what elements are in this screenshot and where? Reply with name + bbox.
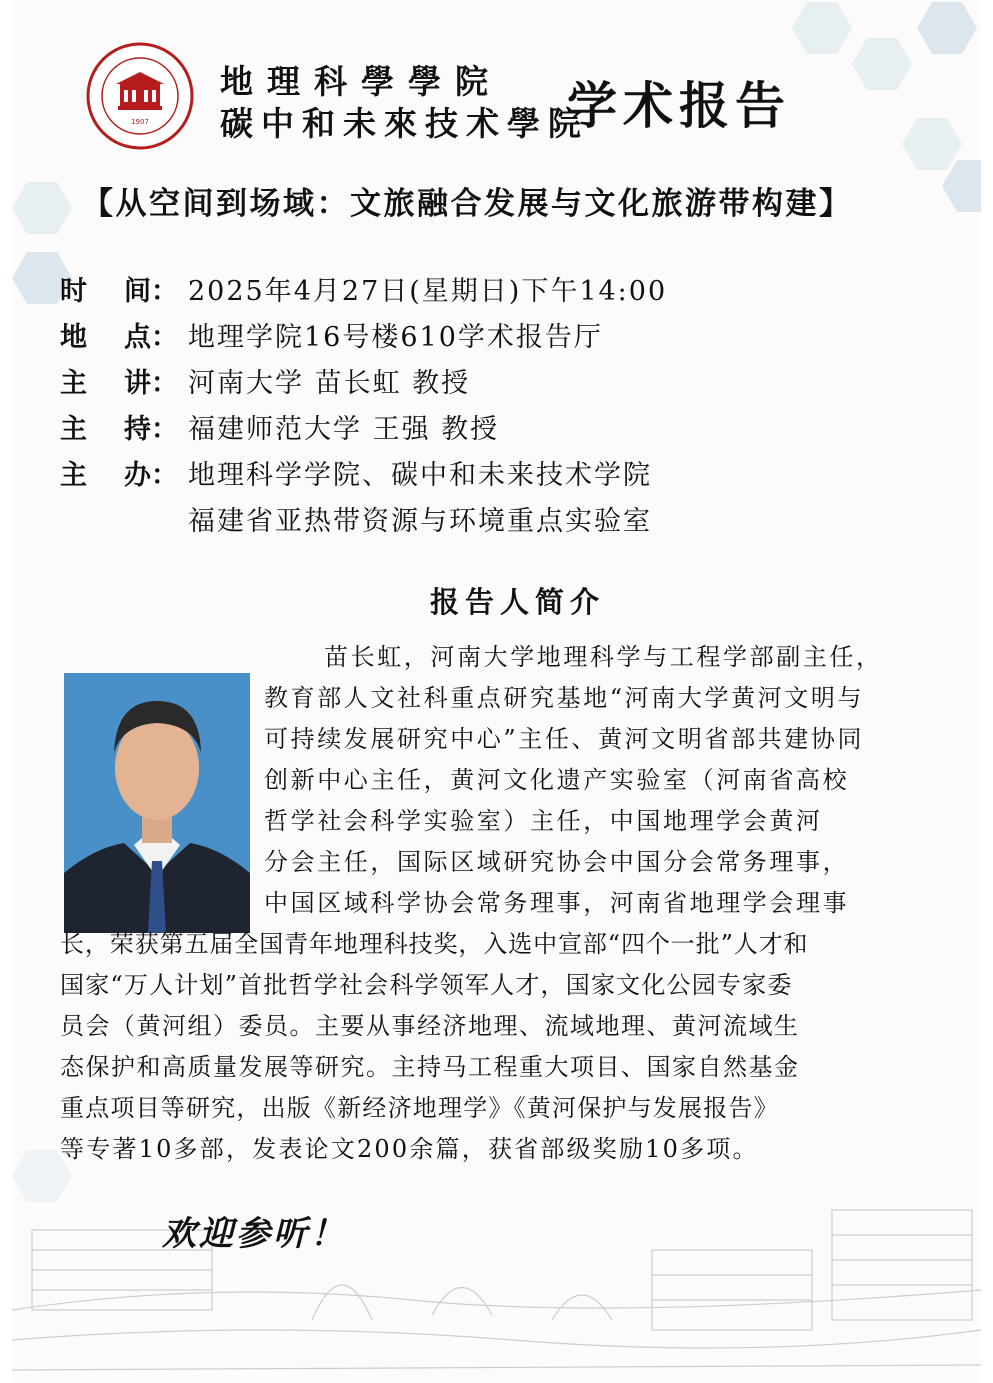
hexagon-decoration [902, 118, 962, 170]
institute-name-line2: 碳中和未來技术學院 [220, 104, 589, 143]
poster [12, 0, 981, 1383]
campus-sketch-illustration [12, 1190, 981, 1383]
bio-line: 可持续发展研究中心”主任、黄河文明省部共建协同 [264, 725, 865, 753]
bio-line: 态保护和高质量发展等研究。主持马工程重大项目、国家自然基金 [60, 1053, 800, 1081]
hexagon-decoration [12, 182, 72, 234]
bio-line: 分会主任，国际区域研究协会中国分会常务理事， [264, 848, 850, 876]
info-row-organizer-cont [60, 502, 652, 542]
info-value: 2025年4月27日(星期日)下午14:00 [188, 276, 668, 307]
section-title-speaker-bio: 报告人简介 [430, 585, 606, 619]
info-label: 时 间： [60, 276, 178, 307]
report-label: 学术报告 [567, 76, 791, 135]
bio-line: 中国区域科学协会常务理事，河南省地理学会理事 [264, 889, 850, 917]
institute-name-line1: 地理科學學院 [220, 62, 502, 101]
lecture-title: 【从空间到场域：文旅融合发展与文化旅游带构建】 [82, 186, 853, 222]
info-value: 福建师范大学 王强 教授 [188, 414, 500, 445]
bio-line: 国家“万人计划”首批哲学社会科学领军人才，国家文化公园专家委 [60, 971, 793, 999]
speaker-photo [64, 673, 250, 933]
info-label: 主 讲： [60, 368, 178, 399]
bio-line: 教育部人文社科重点研究基地“河南大学黄河文明与 [264, 684, 865, 712]
welcome-text: 欢迎参听！ [162, 1214, 347, 1254]
hexagon-decoration [917, 2, 977, 54]
info-value: 福建省亚热带资源与环境重点实验室 [188, 506, 652, 537]
info-value: 地理学院16号楼610学术报告厅 [188, 322, 603, 353]
hexagon-decoration [792, 2, 852, 54]
info-value: 河南大学 苗长虹 教授 [188, 368, 471, 399]
info-label: 主 办： [60, 460, 178, 491]
info-row-organizer [60, 456, 652, 496]
hexagon-decoration [852, 38, 912, 90]
info-value: 地理科学学院、碳中和未来技术学院 [188, 460, 652, 491]
bio-line: 哲学社会科学实验室）主任，中国地理学会黄河 [264, 807, 823, 835]
info-row-speaker [60, 364, 470, 404]
info-row-location [60, 318, 603, 358]
bio-line: 等专著10多部，发表论文200余篇，获省部级奖励10多项。 [60, 1135, 759, 1163]
info-label: 主 持： [60, 414, 178, 445]
university-seal-logo [86, 42, 194, 150]
info-row-host [60, 410, 499, 450]
info-row-time [60, 272, 667, 312]
bio-line: 员会（黄河组）委员。主要从事经济地理、流域地理、黄河流域生 [60, 1012, 800, 1040]
bio-line: 创新中心主任，黄河文化遗产实验室（河南省高校 [264, 766, 850, 794]
bio-line: 重点项目等研究，出版《新经济地理学》《黄河保护与发展报告》 [60, 1094, 779, 1122]
info-label: 地 点： [60, 322, 178, 353]
svg-text:1907: 1907 [131, 118, 149, 126]
bio-line: 苗长虹，河南大学地理科学与工程学部副主任， [324, 643, 883, 671]
bio-line: 长，荣获第五届全国青年地理科技奖，入选中宣部“四个一批”人才和 [60, 930, 809, 958]
